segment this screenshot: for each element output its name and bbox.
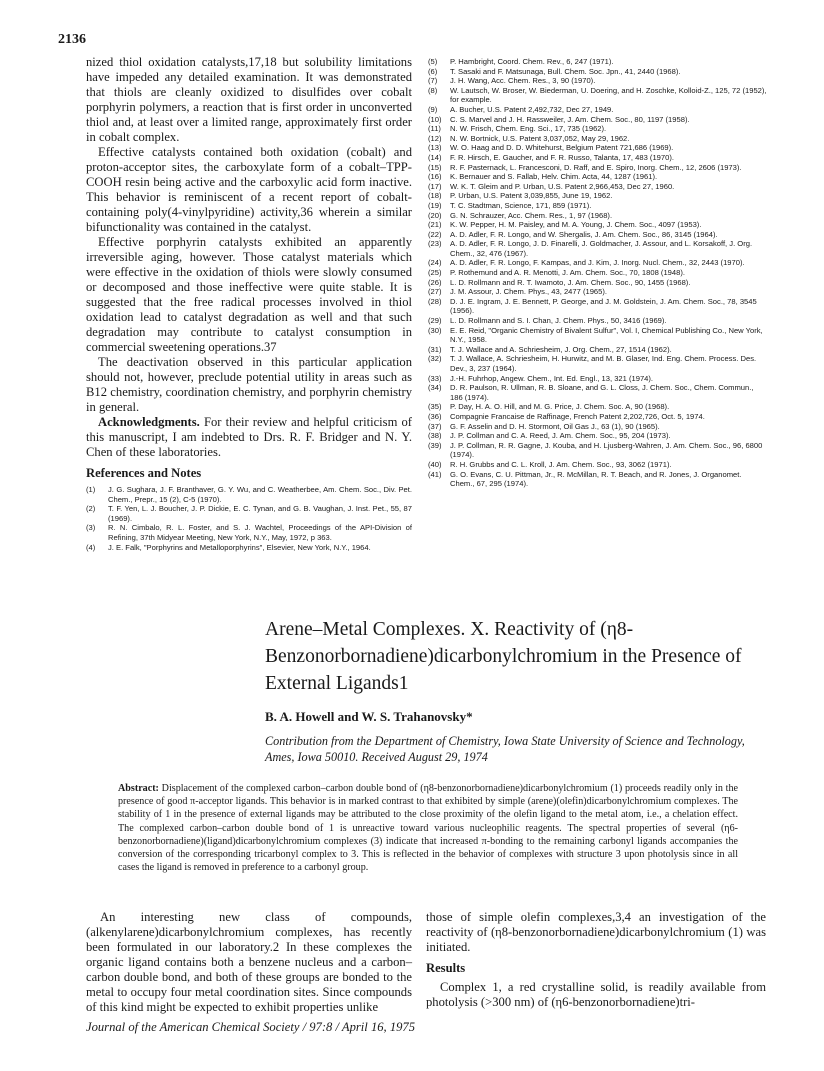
- abstract-text: Displacement of the complexed carbon–carbon double bond of (η8-benzonorbornadiene)dicarbonylchromium (1) proceeds readily only in the presence of good π-acceptor ligands. This behavior is in marked contrast to that exhibited by simple (arene)(olefin)dicarbonylchromium complexes. The stability of 1 in the presence of external ligands may be attributed to the close proximity of the olefin ligand to the metal atom, i.e., a chelation effect. The complexed carbon–carbon double bond of 1 is unreactive toward various nucleophilic reagents. The spectral properties of several (η6-benzonorbornadiene)(ligand)dicarbonylchromium complexes (3) indicate that increased π-bonding to the remaining carbonyl ligands accompanies the conversion of the corresponding tricarbonyl complex to 3. This is reflected in the behavior of complexes with structure 3 upon photolysis since in all cases the ligand is removed in preference to a carbonyl group.: [118, 783, 738, 874]
- reference-text: T. Sasaki and F. Matsunaga, Bull. Chem. Soc. Jpn., 41, 2440 (1968).: [450, 66, 681, 76]
- reference-item: [428, 134, 768, 144]
- reference-item: [86, 523, 412, 542]
- abstract: [118, 782, 738, 874]
- reference-text: A. D. Adler, F. R. Longo, J. D. Finarelli, J. Goldmacher, J. Assour, and L. Korsakoff, J. Org. Chem., 32, 476 (1967).: [450, 239, 753, 258]
- reference-number: (16): [428, 172, 442, 182]
- body-paragraph: The deactivation observed in this particular application should not, however, preclude potential utility in areas such as B12 chemistry, coordination chemistry, and porphyrin chemistry in general.: [86, 355, 412, 414]
- reference-item: [428, 354, 768, 373]
- reference-item: [428, 230, 768, 240]
- reference-number: (1): [86, 485, 96, 494]
- journal-footer: Journal of the American Chemical Society / 97:8 / April 16, 1975: [86, 1020, 416, 1034]
- reference-text: R. H. Grubbs and C. L. Kroll, J. Am. Chem. Soc., 93, 3062 (1971).: [450, 459, 672, 469]
- reference-text: W. Lautsch, W. Broser, W. Biederman, U. Doering, and H. Zoschke, Kolloid-Z., 125, 72 (1952), for example.: [450, 85, 767, 105]
- reference-text: P. Day, H. A. O. Hill, and M. G. Price, J. Chem. Soc. A, 90 (1968).: [450, 402, 670, 412]
- reference-number: (40): [428, 459, 442, 469]
- reference-text: C. S. Marvel and J. H. Rassweiler, J. Am. Chem. Soc., 80, 1197 (1958).: [450, 114, 690, 124]
- reference-number: (35): [428, 402, 442, 412]
- results-paragraph: Complex 1, a red crystalline solid, is readily available from photolysis (>300 nm) of (η6-benzonorbornadiene)tri-: [426, 980, 766, 1009]
- reference-text: L. D. Rollmann and S. I. Chan, J. Chem. Phys., 50, 3416 (1969).: [450, 316, 667, 326]
- reference-item: [428, 326, 768, 345]
- reference-item: [428, 143, 768, 153]
- reference-number: (17): [428, 181, 442, 191]
- reference-number: (32): [428, 354, 442, 364]
- reference-item: [428, 76, 768, 86]
- reference-number: (36): [428, 411, 442, 421]
- reference-item: [428, 182, 768, 192]
- reference-item: [86, 543, 412, 553]
- reference-text: D. R. Paulson, R. Ullman, R. B. Sloane, and G. L. Closs, J. Chem. Soc., Chem. Commun., 186 (1974).: [450, 383, 754, 402]
- reference-text: P. Rothemund and A. R. Menotti, J. Am. Chem. Soc., 70, 1808 (1948).: [450, 268, 685, 278]
- reference-text: J. P. Collman, R. R. Gagne, J. Kouba, and H. Ljusberg-Wahren, J. Am. Chem. Soc., 96, 6800 (1974).: [450, 440, 763, 460]
- reference-number: (5): [428, 57, 438, 66]
- reference-item: [428, 374, 768, 384]
- article-affiliation: Contribution from the Department of Chemistry, Iowa State University of Science and Technology, Ames, Iowa 50010. Received August 29, 1974: [265, 734, 745, 764]
- reference-text: J. E. Falk, "Porphyrins and Metalloporphyrins", Elsevier, New York, N.Y., 1964.: [108, 542, 371, 552]
- reference-item: [86, 485, 412, 504]
- reference-number: (26): [428, 277, 442, 287]
- reference-text: N. W. Bortnick, U.S. Patent 3,037,052, May 29, 1962.: [450, 133, 630, 143]
- reference-number: (10): [428, 114, 442, 124]
- reference-number: (29): [428, 316, 442, 326]
- reference-item: [428, 67, 768, 77]
- reference-number: (15): [428, 162, 442, 172]
- reference-item: [428, 239, 768, 258]
- reference-text: D. J. E. Ingram, J. E. Bennett, P. George, and J. M. Goldstein, J. Am. Chem. Soc., 78, 3545 (1956).: [450, 296, 757, 316]
- reference-number: (8): [428, 85, 438, 95]
- reference-item: [428, 297, 768, 316]
- reference-item: [428, 220, 768, 230]
- reference-number: (19): [428, 200, 442, 210]
- reference-text: G. N. Schrauzer, Acc. Chem. Res., 1, 97 (1968).: [450, 210, 613, 220]
- reference-item: [428, 383, 768, 402]
- reference-item: [428, 402, 768, 412]
- left-column: [86, 55, 412, 552]
- reference-number: (2): [86, 504, 96, 514]
- reference-text: L. D. Rollmann and R. T. Iwamoto, J. Am. Chem. Soc., 90, 1455 (1968).: [450, 277, 691, 287]
- reference-number: (39): [428, 440, 442, 450]
- article-authors: B. A. Howell and W. S. Trahanovsky*: [265, 709, 473, 724]
- reference-text: J. M. Assour, J. Chem. Phys., 43, 2477 (1965).: [450, 287, 608, 297]
- acknowledgments: [86, 415, 412, 460]
- reference-item: [428, 268, 768, 278]
- reference-text: R. N. Cimbalo, R. L. Foster, and S. J. Wachtel, Proceedings of the API-Division of Refining, 37th Midyear Meeting, New York, N.Y., May, 1972, p 363.: [108, 523, 412, 542]
- reference-number: (14): [428, 152, 442, 162]
- reference-item: [428, 201, 768, 211]
- reference-item: [428, 441, 768, 460]
- reference-item: [428, 163, 768, 173]
- reference-item: [428, 153, 768, 163]
- body-paragraph: nized thiol oxidation catalysts,17,18 but solubility limitations have impeded any detailed examination. It was demonstrated that thiols are cleanly oxidized to disulfides over cobalt porphyrin polymers, a reaction that is first order in unconverted thiol and, at least over a limited range, approximately first order in cobalt complex.: [86, 55, 412, 144]
- reference-text: J.-H. Fuhrhop, Angew. Chem., Int. Ed. Engl., 13, 321 (1974).: [450, 373, 654, 383]
- reference-item: [428, 316, 768, 326]
- reference-text: W. K. T. Gleim and P. Urban, U.S. Patent 2,966,453, Dec 27, 1960.: [450, 181, 675, 191]
- reference-item: [428, 191, 768, 201]
- reference-item: [428, 278, 768, 288]
- reference-number: (3): [86, 523, 96, 533]
- ack-label: Acknowledgments.: [98, 415, 200, 429]
- reference-number: (41): [428, 469, 442, 479]
- reference-number: (27): [428, 287, 442, 297]
- reference-list-right: [428, 57, 768, 489]
- reference-text: T. C. Stadtman, Science, 171, 859 (1971).: [450, 200, 592, 210]
- reference-text: Compagnie Francaise de Raffinage, French Patent 2,202,726, Oct. 5, 1974.: [450, 411, 705, 421]
- reference-text: K. Bernauer and S. Fallab, Helv. Chim. Acta, 44, 1287 (1961).: [450, 172, 658, 182]
- reference-number: (12): [428, 133, 442, 143]
- reference-item: [428, 287, 768, 297]
- reference-number: (6): [428, 66, 438, 76]
- reference-item: [428, 470, 768, 489]
- reference-list-left: [86, 485, 412, 552]
- reference-text: P. Hambright, Coord. Chem. Rev., 6, 247 (1971).: [450, 57, 614, 66]
- body-paragraph: Effective catalysts contained both oxidation (cobalt) and proton-acceptor sites, the carboxylate form of a cobalt–TPP-COOH resin being active and the carboxylic acid form inactive. This behavior is reminiscent of a recent report of cobalt-containing poly(4-vinylpyridine) activity,36 wherein a similar bifunctionality was contained in the catalyst.: [86, 145, 412, 234]
- article-title: Arene–Metal Complexes. X. Reactivity of (η8-Benzonorbornadiene)dicarbonylchromium in the Presence of External Ligands1: [265, 619, 742, 694]
- reference-text: A. Bucher, U.S. Patent 2,492,732, Dec 27, 1949.: [450, 104, 614, 114]
- reference-number: (33): [428, 373, 442, 383]
- reference-item: [428, 211, 768, 221]
- intro-paragraph: An interesting new class of compounds, (alkenylarene)dicarbonylchromium complexes, has recently been formulated in our laboratory.2 In these complexes the organic ligand contains both a benzene nucleus and a carbon–carbon double bond, and both of these groups are bonded to the metal to occupy four metal coordination sites. Since compounds of this kind might be expected to exhibit properties unlike: [86, 910, 412, 1014]
- intro-left-column: [86, 910, 412, 1015]
- reference-number: (9): [428, 104, 438, 114]
- reference-text: W. O. Haag and D. D. Whitehurst, Belgium Patent 721,686 (1969).: [450, 143, 674, 153]
- intro-continuation: those of simple olefin complexes,3,4 an investigation of the reactivity of (η8-benzonorbornadiene)dicarbonylchromium (1) was initiated.: [426, 910, 766, 954]
- reference-item: [428, 172, 768, 182]
- reference-number: (18): [428, 191, 442, 201]
- reference-text: T. F. Yen, L. J. Boucher, J. P. Dickie, E. C. Tynan, and G. B. Vaughan, J. Inst. Pet., 55, 87 (1969).: [108, 504, 412, 523]
- reference-item: [428, 57, 768, 67]
- results-heading: Results: [426, 961, 466, 975]
- reference-text: K. W. Pepper, H. M. Paisley, and M. A. Young, J. Chem. Soc., 4097 (1953).: [450, 220, 702, 230]
- reference-text: G. F. Asselin and D. H. Stormont, Oil Gas J., 63 (1), 90 (1965).: [450, 421, 660, 431]
- reference-item: [86, 504, 412, 523]
- abstract-label: Abstract:: [118, 783, 159, 794]
- reference-item: [428, 412, 768, 422]
- page-number: 2136: [58, 32, 86, 47]
- ack-text: For their review and helpful criticism of this manuscript, I am indebted to Drs. R. F. Bridger and N. Y. Chen of these laboratories.: [86, 415, 412, 459]
- reference-number: (28): [428, 296, 442, 306]
- reference-text: R. F. Pasternack, L. Francesconi, D. Raff, and E. Spiro, Inorg. Chem., 12, 2606 (1973).: [450, 162, 742, 172]
- reference-item: [428, 345, 768, 355]
- reference-number: (7): [428, 76, 438, 86]
- reference-number: (20): [428, 210, 442, 220]
- reference-number: (34): [428, 383, 442, 393]
- reference-item: [428, 86, 768, 105]
- reference-item: [428, 431, 768, 441]
- reference-text: T. J. Wallace, A. Schriesheim, H. Hurwitz, and M. B. Glaser, Ind. Eng. Chem. Process. Des. Dev., 3, 237 (1964).: [450, 354, 757, 373]
- reference-text: J. P. Collman and C. A. Reed, J. Am. Chem. Soc., 95, 204 (1973).: [450, 431, 671, 441]
- reference-item: [428, 105, 768, 115]
- reference-number: (4): [86, 542, 96, 552]
- reference-text: G. O. Evans, C. U. Pittman, Jr., R. McMillan, R. T. Beach, and R. Jones, J. Organomet. Chem., 67, 295 (1974).: [450, 469, 742, 489]
- reference-number: (38): [428, 431, 442, 441]
- reference-item: [428, 124, 768, 134]
- body-paragraph: Effective porphyrin catalysts exhibited an apparently irreversible aging, however. Those catalyst materials which were effective in the oxidation of thiols were slowly consumed or decomposed and those ineffective were quite stable. It is suggested that the free radical processes involved in thiol oxidation lead to catalyst degradation as well and that such degradation may contribute to catalyst consumption in commercial sweetening operations.37: [86, 235, 412, 354]
- references-heading: References and Notes: [86, 466, 202, 480]
- article-header: [265, 616, 765, 765]
- reference-text: A. D. Adler, F. R. Longo, and W. Shergalis, J. Am. Chem. Soc., 86, 3145 (1964).: [450, 229, 718, 239]
- reference-text: N. W. Frisch, Chem. Eng. Sci., 17, 735 (1962).: [450, 124, 607, 134]
- reference-text: E. E. Reid, "Organic Chemistry of Bivalent Sulfur", Vol. I, Chemical Publishing Co., New York, N.Y., 1958.: [450, 325, 763, 345]
- reference-text: T. J. Wallace and A. Schriesheim, J. Org. Chem., 27, 1514 (1962).: [450, 344, 672, 354]
- reference-number: (11): [428, 124, 441, 134]
- reference-text: J. G. Sughara, J. F. Branthaver, G. Y. Wu, and C. Weatherbee, Am. Chem. Soc., Div. Pet. Chem., Prepr., 15 (2), C-5 (1970).: [108, 485, 412, 504]
- reference-number: (22): [428, 229, 442, 239]
- reference-text: J. H. Wang, Acc. Chem. Res., 3, 90 (1970).: [450, 76, 596, 86]
- reference-item: [428, 422, 768, 432]
- reference-item: [428, 115, 768, 125]
- reference-number: (37): [428, 421, 442, 431]
- reference-number: (24): [428, 258, 442, 268]
- reference-item: [428, 258, 768, 268]
- intro-right-column: [426, 910, 766, 1010]
- reference-number: (25): [428, 268, 442, 278]
- reference-text: A. D. Adler, F. R. Longo, F. Kampas, and J. Kim, J. Inorg. Nucl. Chem., 32, 2443 (1970).: [450, 258, 745, 268]
- reference-text: P. Urban, U.S. Patent 3,039,855, June 19, 1962.: [450, 191, 613, 201]
- reference-number: (30): [428, 325, 442, 335]
- reference-text: F. R. Hirsch, E. Gaucher, and F. R. Russo, Talanta, 17, 483 (1970).: [450, 152, 674, 162]
- reference-number: (13): [428, 143, 442, 153]
- reference-item: [428, 460, 768, 470]
- reference-number: (31): [428, 344, 442, 354]
- reference-number: (21): [428, 220, 442, 230]
- reference-number: (23): [428, 239, 442, 249]
